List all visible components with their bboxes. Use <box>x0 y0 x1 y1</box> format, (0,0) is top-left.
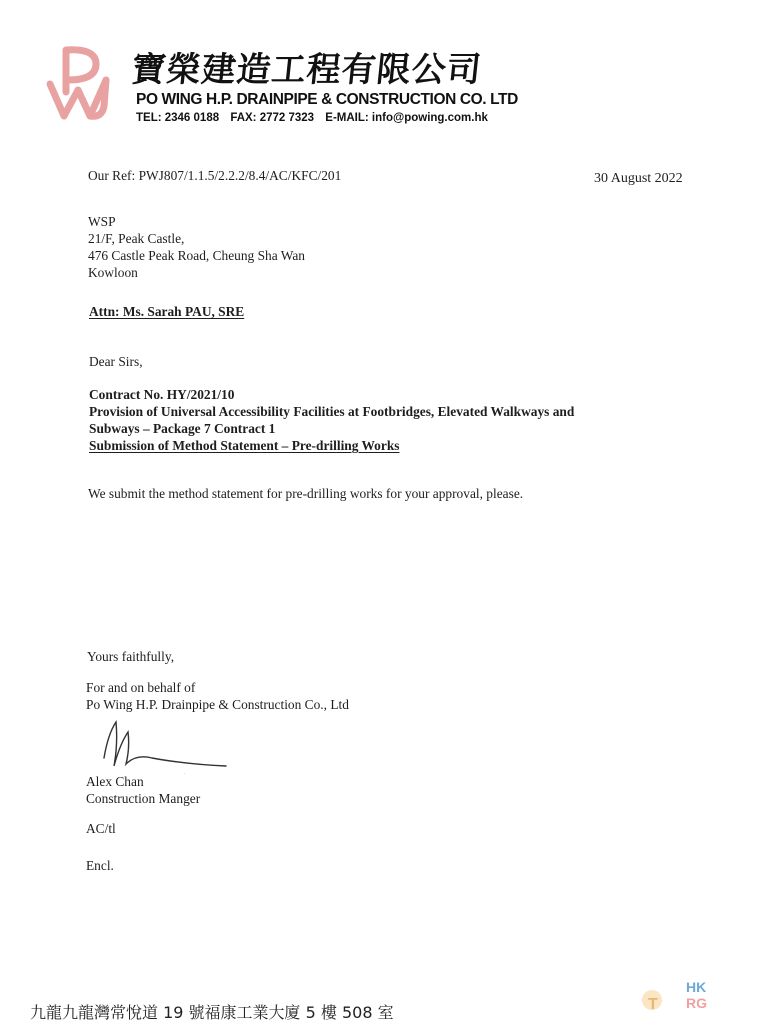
subject-block <box>89 386 574 454</box>
recipient-address <box>88 213 305 281</box>
behalf-line: For and on behalf of <box>86 680 196 695</box>
company-signoff: Po Wing H.P. Drainpipe & Construction Co., Ltd <box>86 697 349 712</box>
attention-line: Attn: Ms. Sarah PAU, SRE <box>89 304 245 319</box>
enclosure-note: Encl. <box>86 858 114 873</box>
address-line: WSP <box>88 214 116 229</box>
company-logo-icon <box>44 40 124 122</box>
company-chinese-name: 寶榮建造工程有限公司 <box>129 50 484 90</box>
address-line: 476 Castle Peak Road, Cheung Sha Wan <box>88 248 305 263</box>
company-tel: TEL: 2346 0188 <box>136 112 220 124</box>
signature-icon <box>94 714 234 774</box>
footer-address: 九龍九龍灣常悅道 19 號福康工業大廈 5 樓 508 室 <box>30 1003 394 1022</box>
svg-text:HK: HK <box>686 979 707 995</box>
project-title-line: Subways – Package 7 Contract 1 <box>89 421 276 436</box>
contract-number: Contract No. HY/2021/10 <box>89 387 235 402</box>
svg-text:T: T <box>648 996 658 1013</box>
signer-name: Alex Chan <box>86 774 144 789</box>
company-fax: FAX: 2772 7323 <box>230 112 315 124</box>
company-contact-line <box>136 112 496 124</box>
signer-title: Construction Manger <box>86 791 201 806</box>
letter-message: We submit the method statement for pre-drilling works for your approval, please. <box>88 486 524 501</box>
certification-mark-icon <box>638 976 734 1020</box>
submission-title: Submission of Method Statement – Pre-drilling Works <box>89 438 400 453</box>
company-email: E-MAIL: info@powing.com.hk <box>325 112 488 124</box>
letter-date: 30 August 2022 <box>594 171 683 186</box>
project-title-line: Provision of Universal Accessibility Facilities at Footbridges, Elevated Walkways and <box>89 404 575 419</box>
our-reference: Our Ref: PWJ807/1.1.5/2.2.2/8.4/AC/KFC/201 <box>88 168 342 183</box>
company-english-name: PO WING H.P. DRAINPIPE & CONSTRUCTION CO. LTD <box>136 91 518 108</box>
address-line: Kowloon <box>88 265 138 280</box>
signer-block <box>86 773 200 807</box>
address-line: 21/F, Peak Castle, <box>88 231 185 246</box>
on-behalf-of <box>86 679 349 713</box>
closing: Yours faithfully, <box>87 649 175 664</box>
svg-text:RG: RG <box>686 995 707 1011</box>
reference-initials: AC/tl <box>86 821 116 836</box>
salutation: Dear Sirs, <box>89 354 143 369</box>
